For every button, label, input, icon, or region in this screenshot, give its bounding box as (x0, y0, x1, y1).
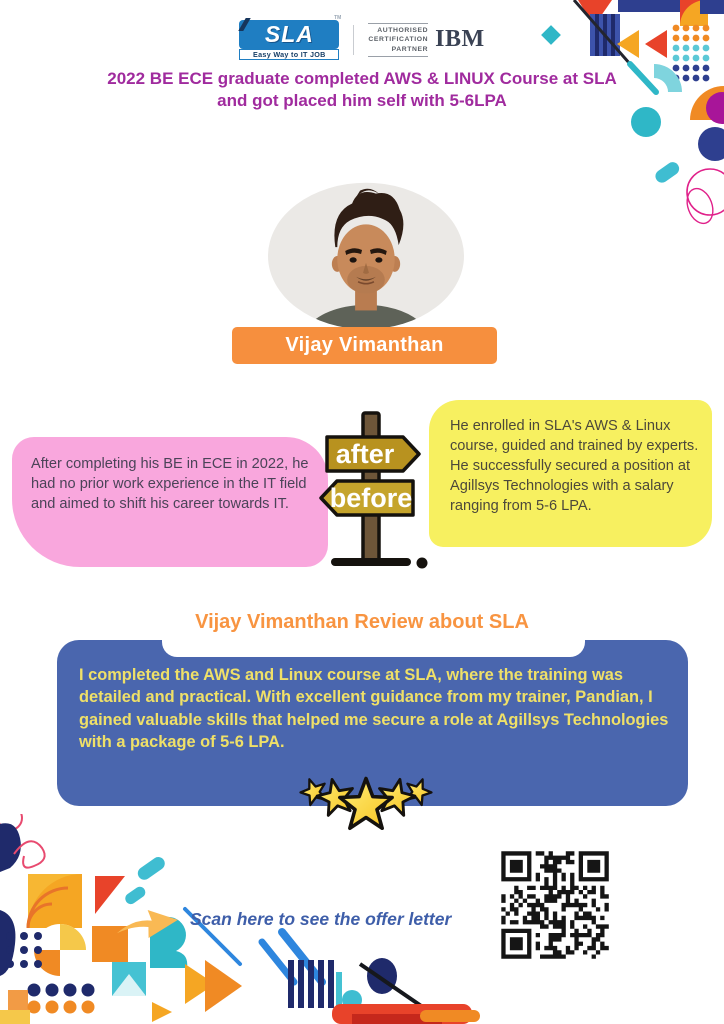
sla-logo-slash-accent (239, 18, 252, 31)
review-text: I completed the AWS and Linux course at SLA, where the training was detailed and practical. With excellent guidance from my trainer, Pandian, I gained valuable skills that helped me secure a role at Agillsys Technologies with a package of 5-6 LPA. (79, 666, 669, 752)
partner-line-3: PARTNER (391, 45, 429, 53)
after-bubble (429, 400, 712, 547)
curved-arrow-icon (112, 897, 184, 943)
before-bubble (12, 437, 328, 567)
star-icon (340, 779, 392, 829)
before-sign-label: before (329, 483, 413, 513)
after-sign-label: after (335, 439, 395, 469)
star-icon (297, 775, 329, 807)
ibm-logo: IBM (435, 26, 485, 53)
partner-line-2: CERTIFICATION (368, 36, 429, 44)
partner-certification-text (368, 23, 428, 57)
headline-line-1: 2022 BE ECE graduate completed AWS & LINUX Course at SLA (107, 69, 617, 88)
before-text: After completing his BE in ECE in 2022, he had no prior work experience in the IT field and aimed to shift his career towards IT. (31, 456, 309, 513)
logo-divider (353, 25, 354, 55)
after-text: He enrolled in SLA's AWS & Linux course, guided and trained by experts. He successfully secured a position at Agillsys Technologies with a salary ranging from 5-6 LPA. (450, 418, 699, 514)
qr-code (494, 844, 616, 966)
headline (0, 68, 724, 112)
header-logos (0, 16, 724, 64)
partner-line-1: AUTHORISED (377, 27, 429, 35)
name-banner (232, 327, 497, 364)
five-stars-rating-icon (296, 768, 436, 840)
review-card-notch (162, 640, 585, 657)
sla-logo-text: SLA (264, 21, 314, 47)
student-name: Vijay Vimanthan (285, 334, 444, 356)
ibm-partner-block (368, 23, 484, 57)
headline-line-2: and got placed him self with 5-6LPA (217, 91, 507, 111)
sla-logo-box (239, 15, 342, 49)
before-after-signpost-icon (305, 405, 435, 580)
sla-tagline: Easy Way to IT JOB (239, 49, 339, 60)
scan-instruction: Scan here to see the offer letter (190, 909, 452, 929)
star-icon (402, 775, 434, 807)
sla-logo (239, 15, 342, 60)
trademark-label: TM (334, 15, 342, 21)
student-photo (267, 181, 465, 331)
review-heading: Vijay Vimanthan Review about SLA (195, 611, 529, 633)
